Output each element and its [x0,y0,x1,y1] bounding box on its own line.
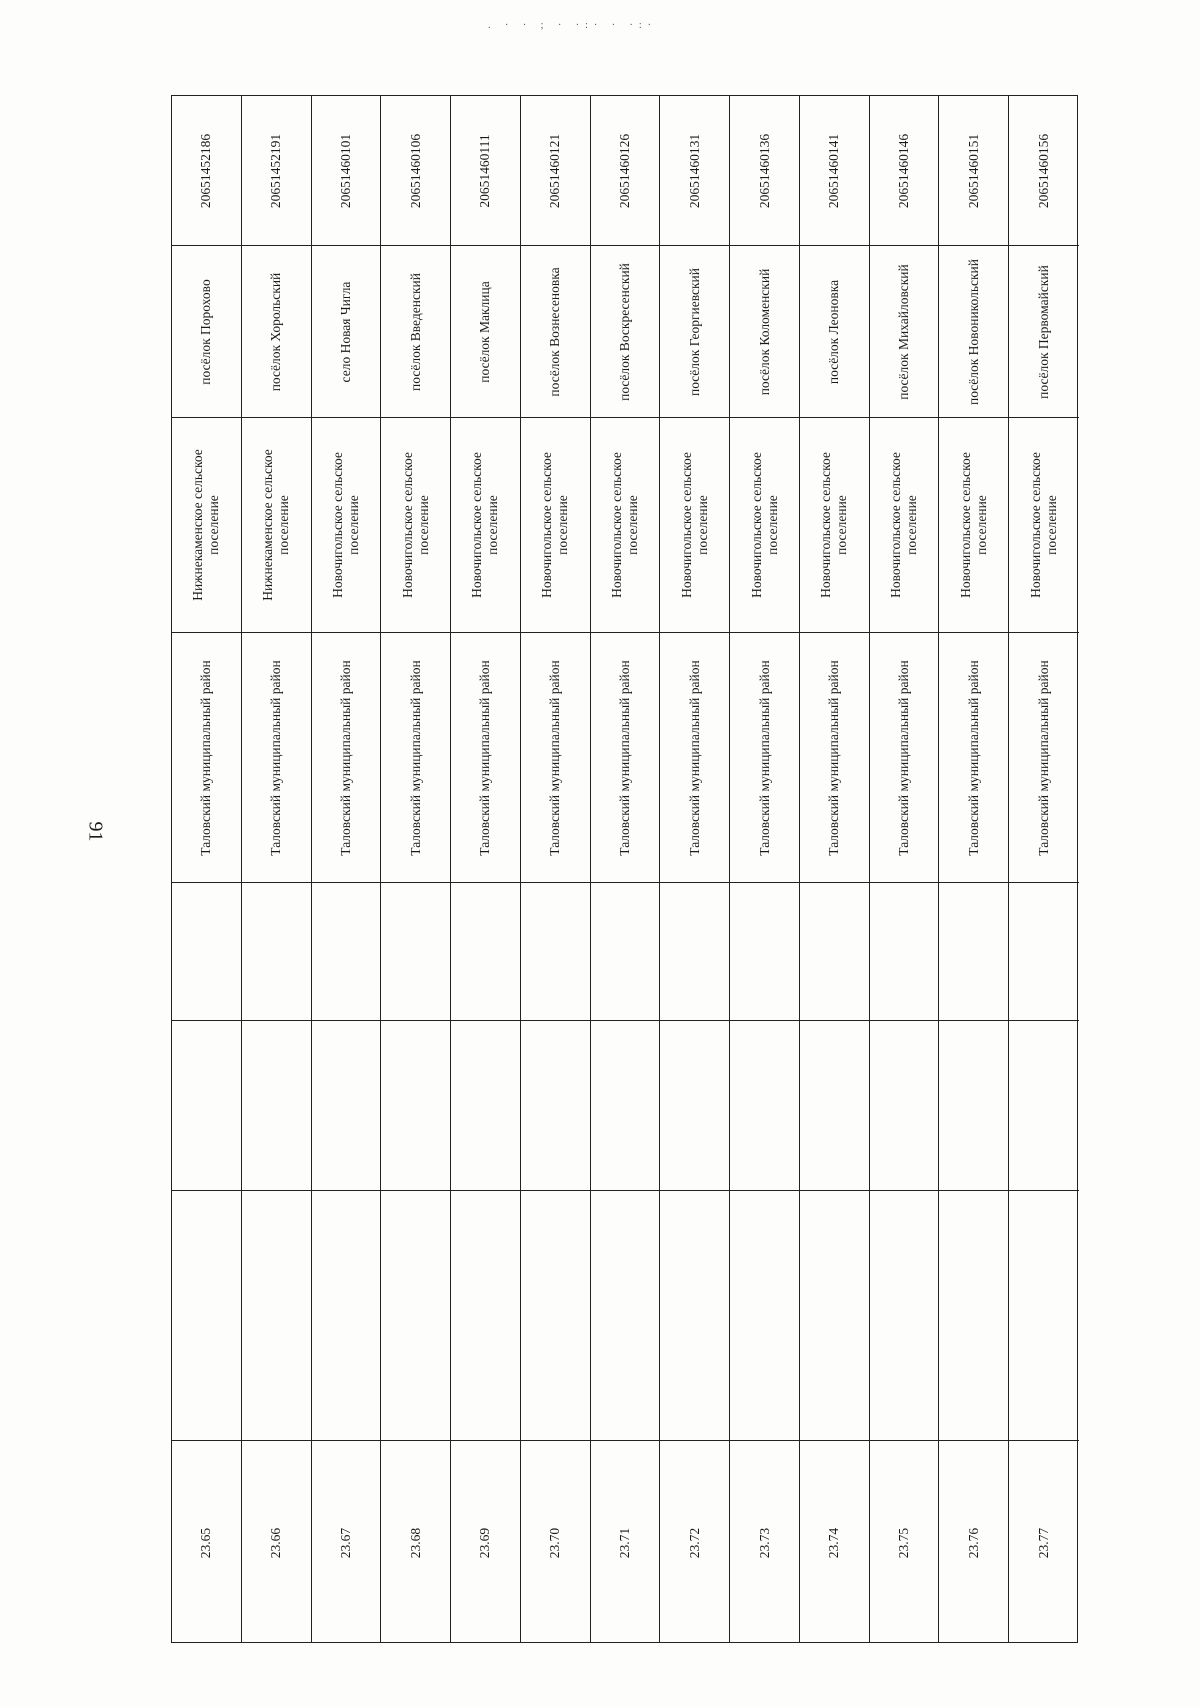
table-row [591,96,661,1642]
table-row [521,96,591,1642]
table-row [800,96,870,1642]
cell-text-settlement: Нижнекаменское сельское поселение [190,449,222,601]
cell-code [451,96,520,246]
cell-empty [939,1021,1008,1191]
cell-empty [242,883,311,1021]
cell-district [660,633,729,883]
table-row [312,96,382,1642]
cell-num [172,1441,241,1644]
cell-locality [1009,246,1079,418]
cell-code [381,96,450,246]
cell-text-code: 20651460136 [756,133,772,208]
cell-district [870,633,939,883]
table-row [172,96,242,1642]
cell-text-settlement: Новочигольское сельское поселение [748,452,780,598]
cell-text-num: 23.69 [477,1527,493,1558]
cell-text-code: 20651460121 [547,133,563,208]
cell-text-district: Таловский муниципальный район [547,659,563,856]
cell-empty [660,883,729,1021]
cell-text-num: 23.72 [686,1527,702,1558]
cell-text-locality: село Новая Чигла [337,281,353,382]
cell-empty [521,1191,590,1441]
cell-empty [870,1191,939,1441]
cell-empty [1009,1021,1079,1191]
cell-text-district: Таловский муниципальный район [1036,659,1052,856]
cell-empty [1009,1191,1079,1441]
cell-settlement [939,418,1008,633]
cell-district [451,633,520,883]
cell-empty [451,1021,520,1191]
cell-settlement [1009,418,1079,633]
cell-text-settlement: Новочигольское сельское поселение [539,452,571,598]
cell-empty [312,883,381,1021]
cell-empty [939,883,1008,1021]
cell-text-locality: посёлок Введенский [407,272,423,391]
cell-empty [521,1021,590,1191]
cell-text-settlement: Новочигольское сельское поселение [329,452,361,598]
cell-num [242,1441,311,1644]
cell-text-code: 20651460151 [965,133,981,208]
cell-empty [312,1191,381,1441]
cell-text-locality: посёлок Коломенский [756,268,772,395]
cell-empty [381,1021,450,1191]
cell-text-locality: посёлок Георгиевский [686,267,702,396]
cell-text-num: 23.75 [896,1527,912,1558]
cell-num [1009,1441,1079,1644]
cell-locality [591,246,660,418]
cell-settlement [591,418,660,633]
cell-empty [730,1021,799,1191]
cell-text-num: 23.66 [268,1527,284,1558]
cell-empty [172,1191,241,1441]
cell-code [800,96,869,246]
cell-empty [451,883,520,1021]
cell-district [242,633,311,883]
cell-text-num: 23.74 [826,1527,842,1558]
cell-empty [242,1021,311,1191]
cell-empty [172,1021,241,1191]
cell-locality [521,246,590,418]
table-row [870,96,940,1642]
cell-text-settlement: Новочигольское сельское поселение [957,452,989,598]
cell-text-settlement: Новочигольское сельское поселение [888,452,920,598]
cell-empty [730,883,799,1021]
cell-text-code: 20651460126 [616,133,632,208]
cell-num [451,1441,520,1644]
cell-text-num: 23.77 [1036,1527,1052,1558]
cell-empty [870,1021,939,1191]
cell-empty [800,1021,869,1191]
cell-empty [381,1191,450,1441]
cell-text-locality: посёлок Первомайский [1036,264,1052,399]
cell-text-code: 20651460156 [1036,133,1052,208]
cell-text-locality: посёлок Маклица [477,280,493,383]
cell-locality [172,246,241,418]
cell-text-district: Таловский муниципальный район [407,659,423,856]
cell-district [939,633,1008,883]
cell-code [312,96,381,246]
cell-settlement [660,418,729,633]
table-row [381,96,451,1642]
data-table [171,95,1078,1643]
cell-text-district: Таловский муниципальный район [198,659,214,856]
cell-code [939,96,1008,246]
cell-code [591,96,660,246]
cell-num [521,1441,590,1644]
cell-empty [800,1191,869,1441]
table-row [939,96,1009,1642]
cell-settlement [172,418,241,633]
cell-num [730,1441,799,1644]
cell-locality [451,246,520,418]
cell-text-code: 20651452191 [268,133,284,208]
cell-text-code: 20651460146 [896,133,912,208]
cell-locality [730,246,799,418]
cell-empty [312,1021,381,1191]
cell-code [172,96,241,246]
cell-num [939,1441,1008,1644]
cell-empty [800,883,869,1021]
cell-num [660,1441,729,1644]
cell-empty [591,1021,660,1191]
cell-empty [591,883,660,1021]
cell-text-district: Таловский муниципальный район [686,659,702,856]
cell-text-settlement: Новочигольское сельское поселение [608,452,640,598]
cell-district [1009,633,1079,883]
cell-empty [381,883,450,1021]
table-row [730,96,800,1642]
cell-empty [591,1191,660,1441]
cell-text-num: 23.71 [616,1527,632,1558]
cell-text-settlement: Нижнекаменское сельское поселение [260,449,292,601]
cell-district [730,633,799,883]
cell-text-settlement: Новочигольское сельское поселение [678,452,710,598]
cell-num [800,1441,869,1644]
cell-empty [242,1191,311,1441]
cell-text-settlement: Новочигольское сельское поселение [1028,452,1060,598]
cell-code [521,96,590,246]
cell-empty [521,883,590,1021]
cell-num [870,1441,939,1644]
cell-locality [800,246,869,418]
cell-text-code: 20651460106 [407,133,423,208]
cell-locality [660,246,729,418]
cell-text-settlement: Новочигольское сельское поселение [469,452,501,598]
cell-empty [939,1191,1008,1441]
cell-empty [172,883,241,1021]
cell-text-num: 23.68 [407,1527,423,1558]
cell-settlement [381,418,450,633]
cell-empty [1009,883,1079,1021]
cell-settlement [521,418,590,633]
cell-district [591,633,660,883]
cell-text-code: 20651460101 [337,133,353,208]
cell-district [381,633,450,883]
cell-locality [242,246,311,418]
cell-text-settlement: Новочигольское сельское поселение [399,452,431,598]
cell-text-district: Таловский муниципальный район [826,659,842,856]
cell-text-locality: посёлок Порохово [198,278,214,385]
cell-district [172,633,241,883]
cell-text-district: Таловский муниципальный район [896,659,912,856]
cell-settlement [870,418,939,633]
cell-text-locality: посёлок Новоникольский [965,258,981,405]
cell-text-locality: посёлок Вознесеновка [547,266,563,397]
cell-text-code: 20651460111 [477,133,493,208]
cell-text-locality: посёлок Воскресенский [616,262,632,401]
cell-empty [451,1191,520,1441]
cell-empty [660,1021,729,1191]
cell-text-district: Таловский муниципальный район [477,659,493,856]
cell-district [800,633,869,883]
cell-empty [730,1191,799,1441]
cell-settlement [451,418,520,633]
cell-num [312,1441,381,1644]
cell-text-locality: посёлок Хорольский [268,272,284,391]
cell-text-num: 23.65 [198,1527,214,1558]
cell-text-district: Таловский муниципальный район [337,659,353,856]
table-row [242,96,312,1642]
cell-text-num: 23.67 [337,1527,353,1558]
table-row [451,96,521,1642]
page-number: 91 [84,821,107,842]
cell-text-district: Таловский муниципальный район [965,659,981,856]
cell-text-locality: посёлок Михайловский [896,263,912,400]
table-row [1009,96,1079,1642]
cell-empty [870,883,939,1021]
cell-settlement [800,418,869,633]
cell-locality [870,246,939,418]
cell-locality [312,246,381,418]
cell-code [730,96,799,246]
cell-empty [660,1191,729,1441]
cell-locality [381,246,450,418]
cell-settlement [730,418,799,633]
cell-code [660,96,729,246]
cell-text-settlement: Новочигольское сельское поселение [818,452,850,598]
cell-district [312,633,381,883]
cell-code [870,96,939,246]
cell-text-district: Таловский муниципальный район [616,659,632,856]
cell-code [1009,96,1079,246]
scan-artifact: . · · ; · ·:· · ·:· [488,20,657,31]
cell-settlement [312,418,381,633]
cell-locality [939,246,1008,418]
cell-district [521,633,590,883]
cell-settlement [242,418,311,633]
cell-text-code: 20651460141 [826,133,842,208]
cell-text-code: 20651460131 [686,133,702,208]
table-row [660,96,730,1642]
cell-text-locality: посёлок Леоновка [826,279,842,384]
cell-code [242,96,311,246]
cell-num [591,1441,660,1644]
cell-text-code: 20651452186 [198,133,214,208]
cell-num [381,1441,450,1644]
cell-text-num: 23.73 [756,1527,772,1558]
cell-text-num: 23.76 [965,1527,981,1558]
cell-text-num: 23.70 [547,1527,563,1558]
cell-text-district: Таловский муниципальный район [268,659,284,856]
cell-text-district: Таловский муниципальный район [756,659,772,856]
